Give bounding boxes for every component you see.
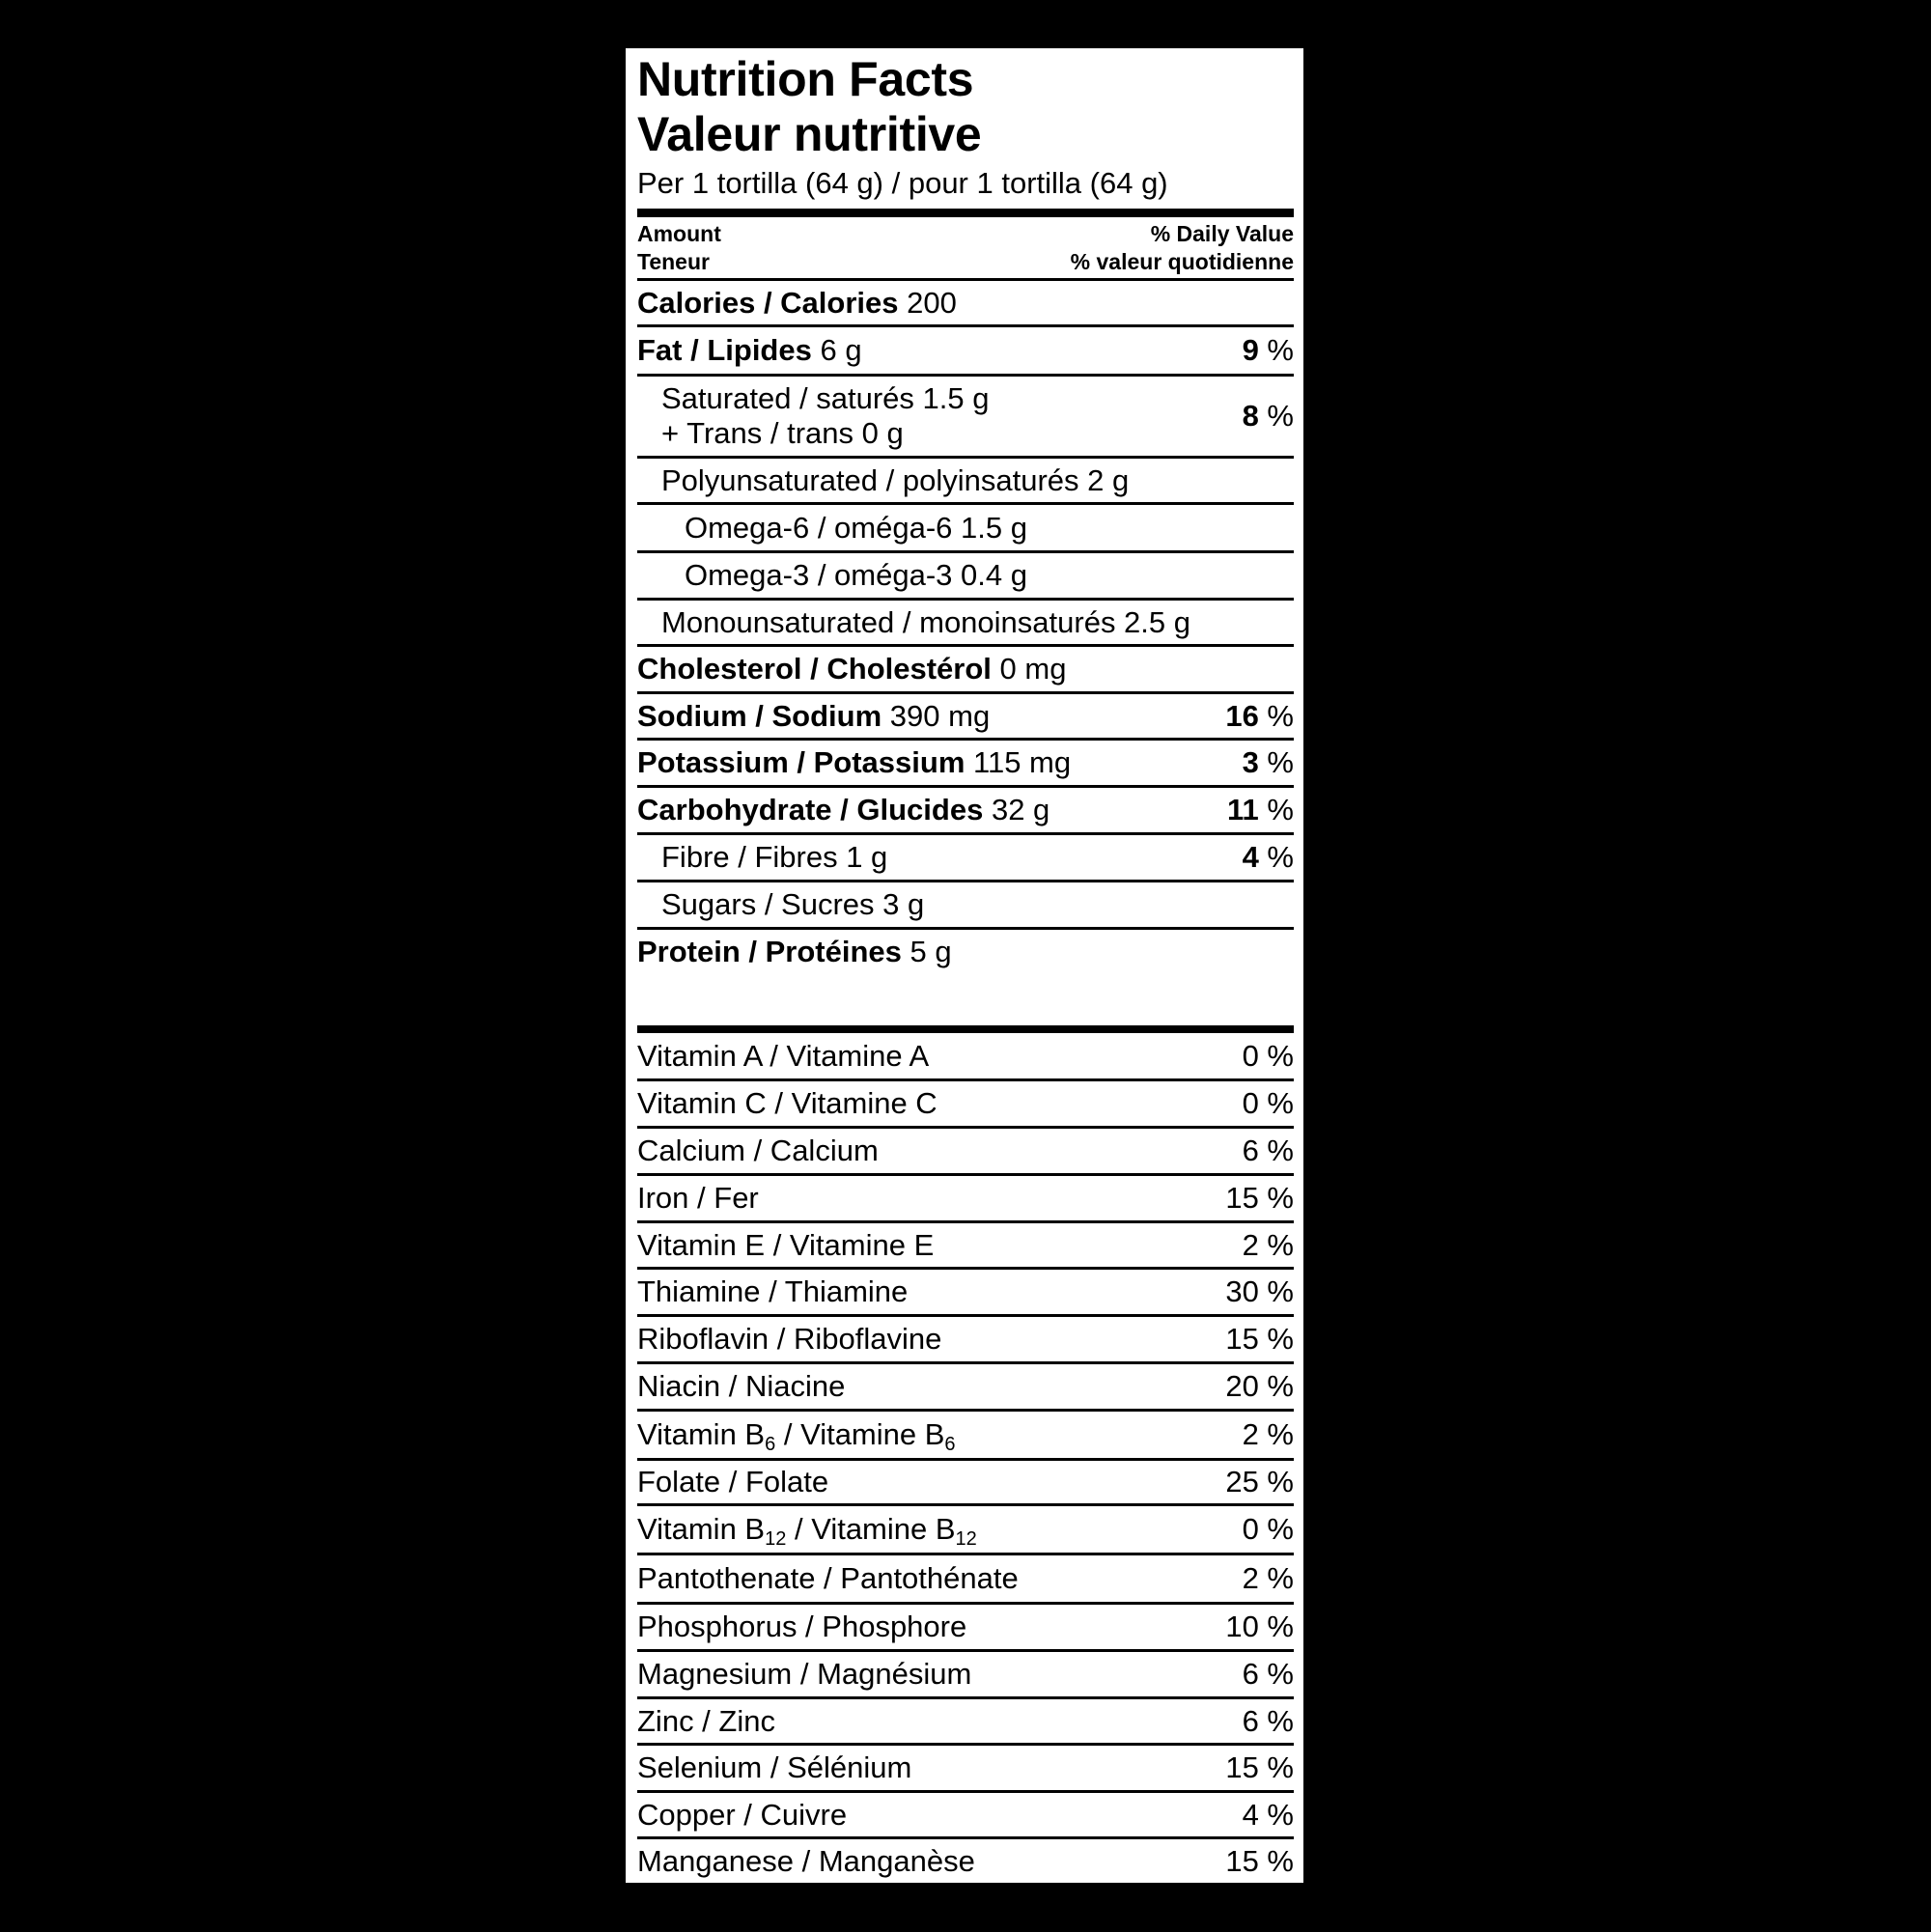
vitamin-daily-value: 2 % <box>1242 1417 1294 1451</box>
vitamin-daily-value: 6 % <box>1242 1657 1294 1691</box>
vitamin-name: Selenium / Sélénium <box>637 1750 912 1784</box>
row-omega-3 <box>637 550 1294 598</box>
row-carbohydrate <box>637 785 1294 832</box>
vitamin-row <box>637 1790 1294 1836</box>
calories-value: 200 <box>907 285 957 320</box>
vitamin-name: Manganese / Manganèse <box>637 1844 975 1878</box>
vitamin-row <box>637 1696 1294 1743</box>
fat-label: Fat / Lipides <box>637 333 812 367</box>
daily-value-label-fr: % valeur quotidienne <box>1070 249 1294 274</box>
vitamin-row <box>637 1649 1294 1696</box>
vitamin-row <box>637 1458 1294 1503</box>
daily-value-label-en: % Daily Value <box>1150 221 1294 246</box>
protein-label: Protein / Protéines <box>637 935 902 968</box>
calories-label: Calories / Calories <box>637 285 899 320</box>
sodium-pct-unit: % <box>1258 698 1294 733</box>
vitamin-daily-value: 15 % <box>1225 1322 1294 1356</box>
vitamin-name: Niacin / Niacine <box>637 1369 846 1403</box>
monounsaturated-label: Monounsaturated / monoinsaturés 2.5 g <box>661 604 1191 639</box>
vitamin-name: Zinc / Zinc <box>637 1703 775 1738</box>
amount-label-fr: Teneur <box>637 249 710 274</box>
vitamin-name: Pantothenate / Pantothénate <box>637 1561 1019 1595</box>
potassium-pct: 3 <box>1242 745 1259 779</box>
vitamin-name: Iron / Fer <box>637 1181 759 1215</box>
vitamin-name: Thiamine / Thiamine <box>637 1274 909 1308</box>
vitamin-row <box>637 1553 1294 1602</box>
potassium-label: Potassium / Potassium <box>637 745 966 779</box>
vitamin-name: Vitamin C / Vitamine C <box>637 1086 938 1120</box>
vitamin-name: Vitamin A / Vitamine A <box>637 1038 930 1073</box>
vitamin-daily-value: 2 % <box>1242 1561 1294 1595</box>
row-fat <box>637 324 1294 374</box>
vitamin-row <box>637 1267 1294 1314</box>
vitamin-daily-value: 10 % <box>1225 1610 1294 1643</box>
vitamin-name: Magnesium / Magnésium <box>637 1657 972 1691</box>
vitamin-row <box>637 1409 1294 1458</box>
thick-divider-top <box>637 209 1294 217</box>
row-sodium <box>637 691 1294 738</box>
amount-label-en: Amount <box>637 221 721 246</box>
vitamin-name: Calcium / Calcium <box>637 1134 879 1167</box>
vitamin-daily-value: 15 % <box>1225 1750 1294 1784</box>
row-fibre <box>637 832 1294 880</box>
nutrition-facts-label <box>626 48 1303 1926</box>
vitamin-row <box>637 1078 1294 1126</box>
vitamin-daily-value: 6 % <box>1242 1703 1294 1738</box>
omega-6-label: Omega-6 / oméga-6 1.5 g <box>685 510 1027 545</box>
trans-label: + Trans / trans 0 g <box>661 416 904 450</box>
vitamin-daily-value: 0 % <box>1242 1086 1294 1120</box>
sodium-pct: 16 <box>1225 698 1259 733</box>
carbohydrate-label: Carbohydrate / Glucides <box>637 793 984 826</box>
vitamin-name: Vitamin E / Vitamine E <box>637 1227 935 1262</box>
cholesterol-amount: 0 mg <box>999 652 1067 686</box>
vitamin-name-part: Vitamin B <box>637 1512 766 1546</box>
fat-pct-unit: % <box>1258 333 1294 367</box>
cholesterol-label: Cholesterol / Cholestérol <box>637 652 992 686</box>
vitamin-row <box>637 1602 1294 1649</box>
vitamin-subscript: 12 <box>955 1528 977 1550</box>
vitamin-daily-value: 15 % <box>1225 1844 1294 1878</box>
polyunsaturated-label: Polyunsaturated / polyinsaturés 2 g <box>661 462 1130 497</box>
protein-amount: 5 g <box>910 935 952 968</box>
nutrient-rows <box>637 278 1294 974</box>
vitamin-name: Riboflavin / Riboflavine <box>637 1322 942 1356</box>
vitamin-name-part: Vitamin B <box>637 1417 766 1451</box>
vitamin-daily-value: 2 % <box>1242 1227 1294 1262</box>
row-sugars <box>637 880 1294 927</box>
vitamin-daily-value: 30 % <box>1225 1274 1294 1308</box>
vitamin-subscript: 6 <box>944 1434 956 1455</box>
vitamin-subscript: 6 <box>765 1434 776 1455</box>
vitamin-subscript: 12 <box>765 1528 787 1550</box>
vitamin-row <box>637 1836 1294 1884</box>
title-fr: Valeur nutritive <box>637 107 982 161</box>
vitamin-name: Copper / Cuivre <box>637 1797 848 1832</box>
saturated-pct: 8 <box>1242 399 1259 433</box>
vitamin-daily-value: 10 % <box>1225 1891 1294 1926</box>
vitamin-row <box>637 1220 1294 1267</box>
row-potassium <box>637 738 1294 785</box>
vitamin-row <box>637 1884 1294 1932</box>
vitamin-name <box>637 1512 977 1550</box>
fibre-pct-unit: % <box>1258 840 1294 874</box>
vitamin-name <box>637 1417 956 1455</box>
thick-divider-vitamins <box>637 1025 1294 1033</box>
serving-size: Per 1 tortilla (64 g) / pour 1 tortilla (64 g) <box>637 166 1168 200</box>
vitamin-row <box>637 1503 1294 1553</box>
vitamin-daily-value: 20 % <box>1225 1369 1294 1403</box>
vitamin-daily-value: 4 % <box>1242 1797 1294 1832</box>
vitamin-daily-value: 0 % <box>1242 1512 1294 1546</box>
vitamin-daily-value: 15 % <box>1225 1181 1294 1215</box>
fat-amount: 6 g <box>820 333 862 367</box>
potassium-amount: 115 mg <box>973 745 1072 779</box>
sodium-amount: 390 mg <box>889 698 991 733</box>
sodium-label: Sodium / Sodium <box>637 698 882 733</box>
omega-3-label: Omega-3 / oméga-3 0.4 g <box>685 558 1027 592</box>
fat-pct: 9 <box>1242 333 1259 367</box>
vitamin-name: Molybdenum / Molybdène <box>637 1891 980 1926</box>
row-protein <box>637 927 1294 974</box>
carbohydrate-amount: 32 g <box>991 793 1050 826</box>
vitamin-row <box>637 1126 1294 1173</box>
saturated-label: Saturated / saturés 1.5 g <box>661 381 990 415</box>
vitamin-row <box>637 1033 1294 1078</box>
potassium-pct-unit: % <box>1258 745 1294 779</box>
row-cholesterol <box>637 644 1294 691</box>
vitamin-name-part: / Vitamine B <box>786 1512 956 1546</box>
vitamin-row <box>637 1743 1294 1790</box>
saturated-pct-unit: % <box>1258 399 1294 433</box>
vitamin-daily-value: 0 % <box>1242 1038 1294 1073</box>
vitamin-row <box>637 1361 1294 1409</box>
vitamin-name: Folate / Folate <box>637 1465 829 1498</box>
vitamin-name: Phosphorus / Phosphore <box>637 1610 967 1643</box>
carbohydrate-pct: 11 <box>1227 793 1259 826</box>
fibre-pct: 4 <box>1242 840 1259 874</box>
vitamin-daily-value: 6 % <box>1242 1134 1294 1167</box>
row-polyunsaturated <box>637 456 1294 502</box>
vitamin-rows <box>637 1033 1294 1932</box>
row-saturated-trans <box>637 374 1294 456</box>
vitamin-row <box>637 1173 1294 1220</box>
fibre-label: Fibre / Fibres 1 g <box>661 840 888 874</box>
row-calories <box>637 278 1294 324</box>
vitamin-name-part: / Vitamine B <box>775 1417 945 1451</box>
row-monounsaturated <box>637 598 1294 644</box>
row-omega-6 <box>637 502 1294 550</box>
column-header <box>637 220 1294 276</box>
sugars-label: Sugars / Sucres 3 g <box>661 887 925 921</box>
title-en: Nutrition Facts <box>637 52 974 106</box>
carbohydrate-pct-unit: % <box>1258 793 1294 826</box>
vitamin-row <box>637 1314 1294 1361</box>
vitamin-daily-value: 25 % <box>1225 1465 1294 1498</box>
